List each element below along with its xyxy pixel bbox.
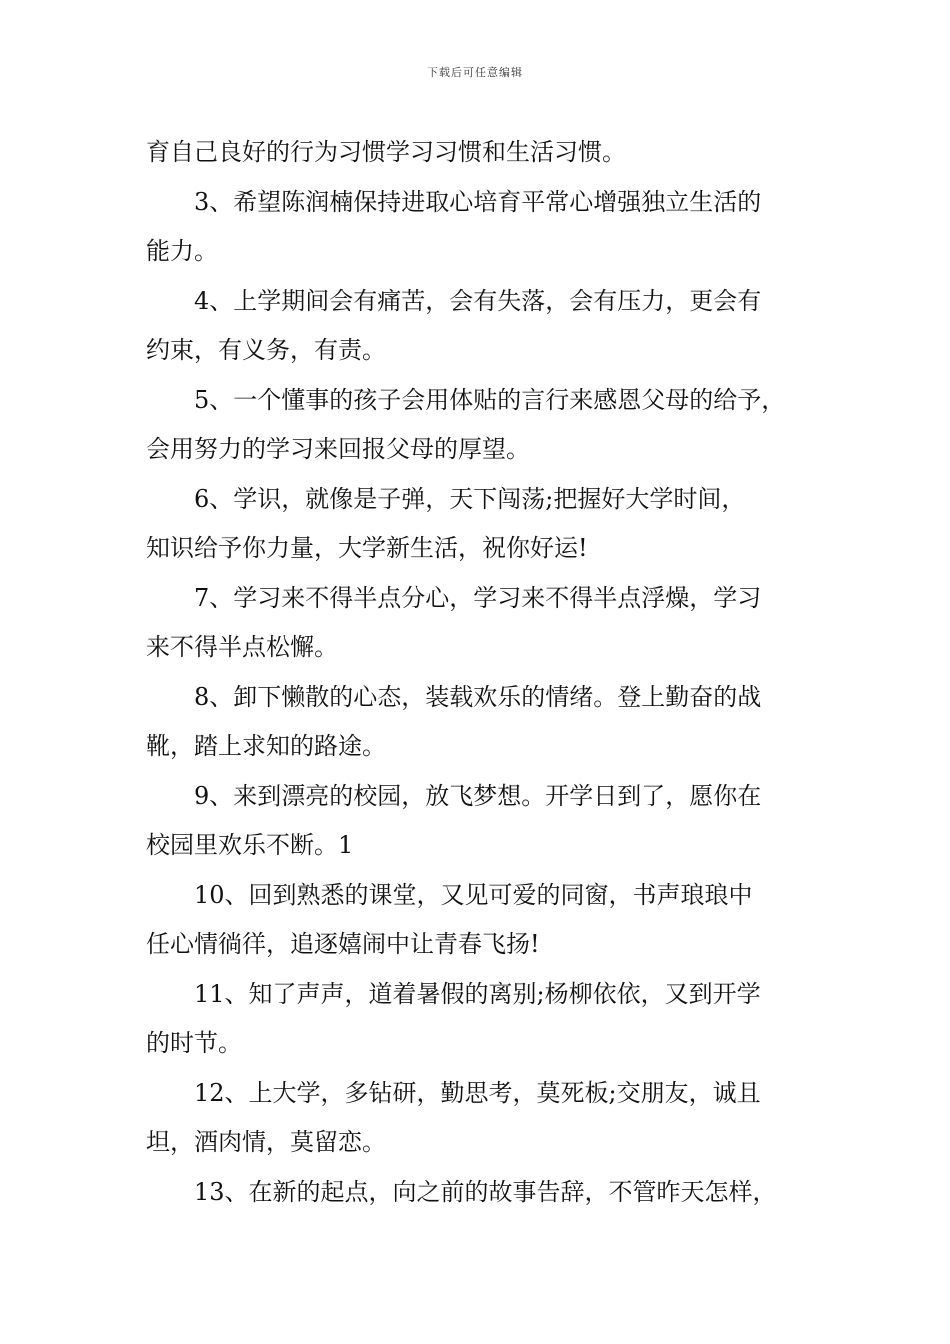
paragraph (146, 970, 826, 1069)
paragraph (146, 1168, 826, 1218)
text-line: 9、来到漂亮的校园，放飞梦想。开学日到了，愿你在 (194, 781, 762, 810)
paragraph (146, 475, 826, 574)
text-line: 5、一个懂事的孩子会用体贴的言行来感恩父母的给予， (194, 385, 786, 414)
text-line: 10、回到熟悉的课堂，又见可爱的同窗，书声琅琅中 (194, 880, 753, 909)
paragraph (146, 871, 826, 970)
text-line: 3、希望陈润楠保持进取心培育平常心增强独立生活的 (194, 187, 762, 216)
document-body (146, 128, 826, 1217)
text-line: 11、知了声声，道着暑假的离别;杨柳依依，又到开学 (194, 979, 761, 1008)
text-line: 会用努力的学习来回报父母的厚望。 (146, 435, 530, 463)
text-line: 6、学识，就像是子弹，天下闯荡;把握好大学时间， (194, 484, 746, 513)
text-line: 约束，有义务，有责。 (146, 336, 386, 364)
text-line: 4、上学期间会有痛苦，会有失落，会有压力，更会有 (194, 286, 762, 315)
text-line: 坦，酒肉情，莫留恋。 (146, 1128, 386, 1156)
page-header: 下载后可任意编辑 (427, 66, 523, 79)
paragraph (146, 128, 826, 178)
text-line: 12、上大学，多钻研，勤思考，莫死板;交朋友，诚且 (194, 1078, 761, 1107)
text-line: 任心情徜徉，追逐嬉闹中让青春飞扬! (146, 930, 540, 958)
text-line: 校园里欢乐不断。1 (146, 831, 354, 859)
paragraph (146, 178, 826, 277)
text-line: 靴，踏上求知的路途。 (146, 732, 386, 760)
text-line: 育自己良好的行为习惯学习习惯和生活习惯。 (146, 138, 626, 166)
paragraph (146, 772, 826, 871)
text-line: 能力。 (146, 237, 218, 265)
text-line: 7、学习来不得半点分心，学习来不得半点浮燥，学习 (194, 583, 762, 612)
text-line: 的时节。 (146, 1029, 242, 1057)
paragraph (146, 277, 826, 376)
text-line: 知识给予你力量，大学新生活，祝你好运! (146, 534, 588, 562)
text-line: 13、在新的起点，向之前的故事告辞，不管昨天怎样， (194, 1177, 777, 1206)
text-line: 8、卸下懒散的心态，装载欢乐的情绪。登上勤奋的战 (194, 682, 762, 711)
text-line: 来不得半点松懈。 (146, 633, 338, 661)
paragraph (146, 574, 826, 673)
paragraph (146, 673, 826, 772)
paragraph (146, 376, 826, 475)
paragraph (146, 1069, 826, 1168)
